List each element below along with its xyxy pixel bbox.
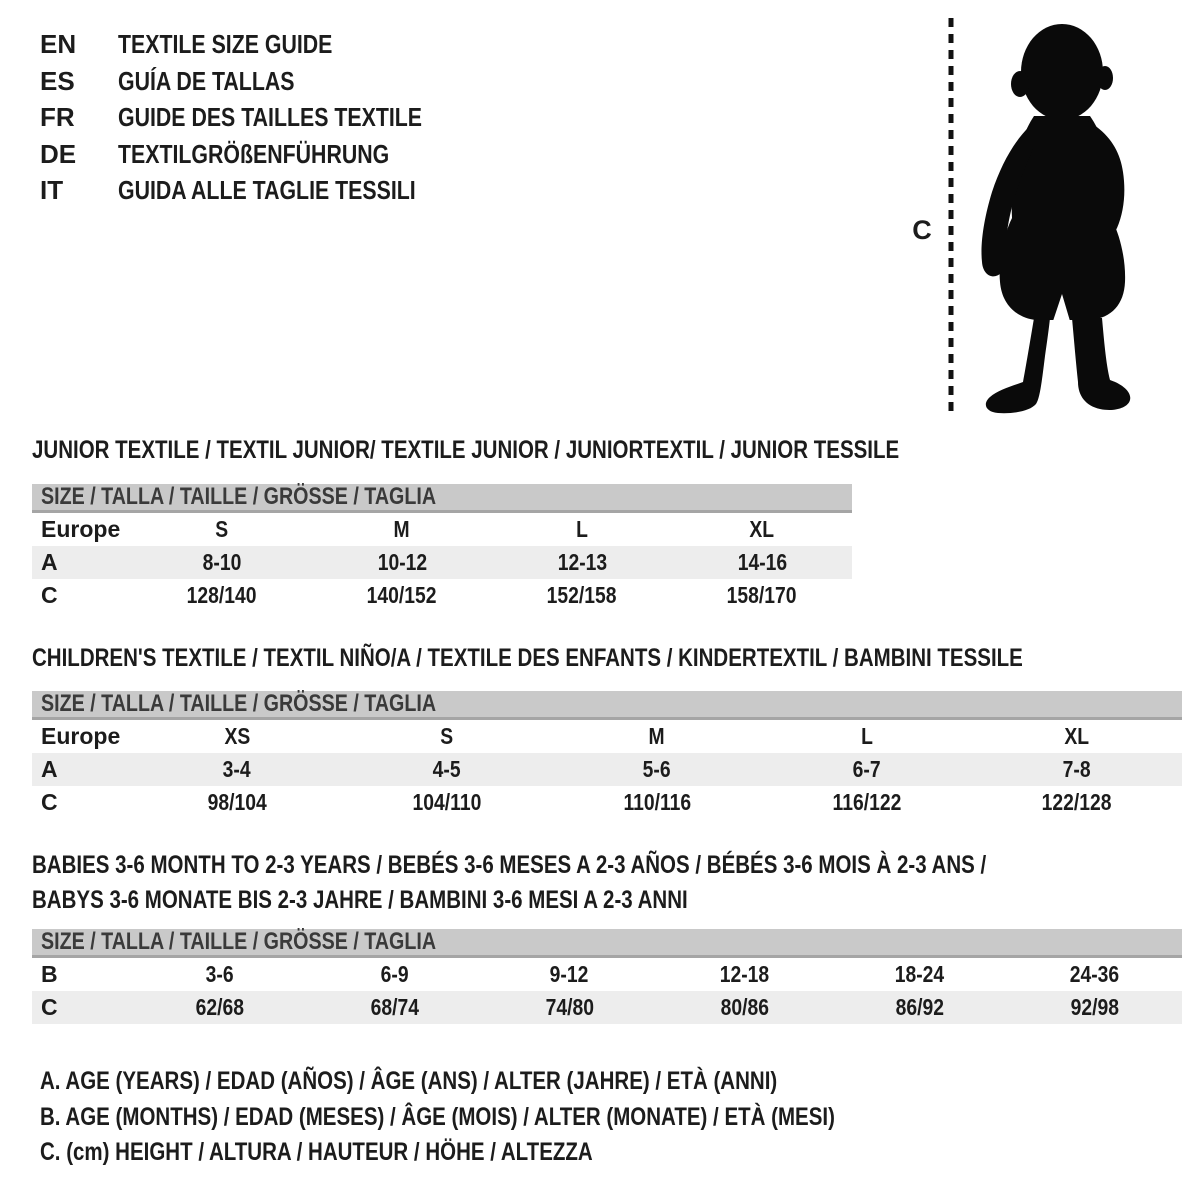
cell: 24-36 [1069, 961, 1120, 987]
language-row-en [40, 26, 489, 63]
cell: 128/140 [187, 582, 257, 608]
cell: 104/110 [412, 789, 482, 815]
cell: 10-12 [377, 549, 427, 575]
table-row [32, 786, 1182, 819]
cell: 122/128 [1042, 789, 1112, 815]
height-measure-label: C [912, 215, 932, 245]
table-row [32, 991, 1182, 1024]
size-table-header-bar: SIZE / TALLA / TAILLE / GRÖSSE / TAGLIA [32, 691, 1182, 720]
row-label: A [41, 549, 58, 575]
language-row-es [40, 63, 489, 100]
babies-size-table [32, 929, 1182, 1024]
cell: 68/74 [370, 994, 419, 1020]
cell: 3-4 [223, 756, 251, 782]
footnote-a: A. AGE (YEARS) / EDAD (AÑOS) / ÂGE (ANS) / ALTER (JAHRE) / ETÀ (ANNI) [40, 1067, 778, 1095]
table-row [32, 720, 1182, 753]
table-row [32, 513, 852, 546]
table-row [32, 958, 1182, 991]
cell: 12-18 [719, 961, 770, 987]
cell: 158/170 [727, 582, 797, 608]
junior-size-table [32, 484, 852, 612]
cell: 4-5 [433, 756, 461, 782]
cell: 152/158 [547, 582, 617, 608]
language-code: DE [40, 138, 77, 169]
language-row-fr [40, 99, 489, 136]
toddler-silhouette-icon [938, 14, 1150, 426]
row-label: B [41, 961, 58, 987]
babies-section-title: BABIES 3-6 MONTH TO 2-3 YEARS / BEBÉS 3-6 MESES A 2-3 AÑOS / BÉBÉS 3-6 MOIS À 2-3 ANS / BABYS 3-6 MONATE BIS 2-3 JAHRE / BAMBINI 3-6 MESI A 2-3 ANNI [32, 851, 987, 914]
footnote-b: B. AGE (MONTHS) / EDAD (MESES) / ÂGE (MOIS) / ALTER (MONATE) / ETÀ (MESI) [40, 1102, 835, 1131]
language-title: GUÍA DE TALLAS [118, 65, 295, 96]
language-title: TEXTILE SIZE GUIDE [118, 29, 333, 59]
language-title: TEXTILGRÖßENFÜHRUNG [118, 138, 390, 169]
cell: 7-8 [1063, 756, 1091, 782]
children-size-table [32, 691, 1182, 819]
table-row [32, 546, 852, 579]
cell: M [393, 516, 411, 542]
language-title-block [40, 26, 489, 209]
language-title: GUIDE DES TAILLES TEXTILE [118, 102, 423, 133]
cell: 80/86 [720, 994, 769, 1020]
language-code: ES [40, 65, 75, 96]
cell: 62/68 [195, 994, 244, 1020]
cell: 5-6 [643, 756, 671, 782]
row-label: A [41, 756, 58, 782]
cell: 12-13 [557, 549, 607, 575]
children-section-title: CHILDREN'S TEXTILE / TEXTIL NIÑO/A / TEXTILE DES ENFANTS / KINDERTEXTIL / BAMBINI TESSILE [32, 644, 1023, 672]
cell: 8-10 [202, 549, 242, 575]
cell: 116/122 [832, 789, 902, 815]
table-row [32, 753, 1182, 786]
table-row [32, 579, 852, 612]
cell: 92/98 [1070, 994, 1119, 1020]
cell: 3-6 [205, 961, 234, 987]
language-code: IT [40, 175, 64, 206]
cell: 140/152 [367, 582, 437, 608]
cell: XL [749, 516, 775, 542]
row-label: Europe [41, 723, 121, 749]
size-table-header-bar: SIZE / TALLA / TAILLE / GRÖSSE / TAGLIA [32, 929, 1182, 958]
cell: 74/80 [545, 994, 594, 1020]
footnotes [40, 1064, 1009, 1171]
language-row-de [40, 136, 489, 173]
cell: XL [1064, 723, 1090, 749]
cell: 18-24 [894, 961, 945, 987]
size-table-header-bar: SIZE / TALLA / TAILLE / GRÖSSE / TAGLIA [32, 484, 852, 513]
language-title: GUIDA ALLE TAGLIE TESSILI [118, 175, 416, 206]
cell: 6-7 [853, 756, 881, 782]
cell: XS [224, 723, 250, 749]
language-code: FR [40, 102, 75, 133]
footnote-c: C. (cm) HEIGHT / ALTURA / HAUTEUR / HÖHE / ALTEZZA [40, 1138, 593, 1166]
junior-section-title: JUNIOR TEXTILE / TEXTIL JUNIOR/ TEXTILE JUNIOR / JUNIORTEXTIL / JUNIOR TESSILE [32, 436, 900, 464]
cell: S [215, 516, 229, 542]
cell: L [861, 723, 873, 749]
cell: 6-9 [380, 961, 409, 987]
cell: 86/92 [895, 994, 944, 1020]
row-label: Europe [41, 516, 121, 542]
language-row-it [40, 172, 489, 209]
cell: 110/116 [623, 789, 691, 815]
language-code: EN [40, 29, 77, 59]
cell: S [440, 723, 454, 749]
cell: L [576, 516, 588, 542]
cell: 98/104 [207, 789, 267, 815]
row-label: C [41, 582, 58, 608]
cell: 14-16 [737, 549, 787, 575]
row-label: C [41, 789, 58, 815]
cell: M [648, 723, 666, 749]
row-label: C [41, 994, 58, 1020]
cell: 9-12 [550, 961, 589, 987]
